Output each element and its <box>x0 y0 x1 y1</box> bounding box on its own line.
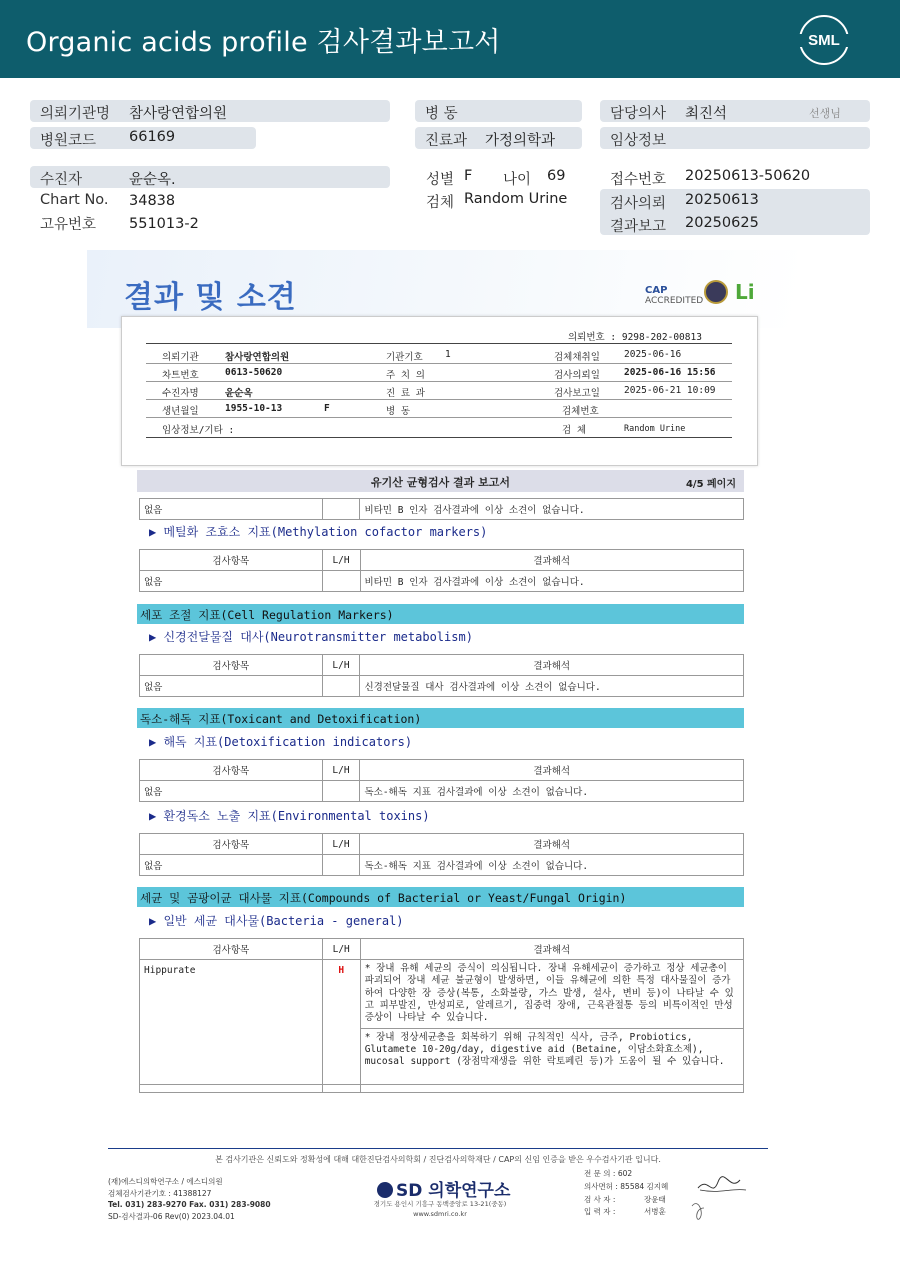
signer-value: 서병훈 <box>644 1207 666 1217</box>
col-header: 결과해석 <box>360 760 744 781</box>
table-row <box>140 781 744 802</box>
form-code: SD-검사결과-06 Rev(0) 2023.04.01 <box>108 1211 235 1221</box>
col-header: L/H <box>322 939 360 960</box>
examinee-row <box>30 166 390 188</box>
institution-value: 참사랑연합의원 <box>129 106 228 122</box>
card-label: 임상정보/기타 : <box>162 425 235 436</box>
signer-label: 입 력 자 : <box>584 1207 616 1217</box>
receipt-no-label: 접수번호 <box>610 172 667 188</box>
table-header <box>140 550 744 571</box>
card-label: 진 료 과 <box>386 388 425 399</box>
hospital-code-value: 66169 <box>129 129 176 145</box>
col-header: L/H <box>322 655 360 676</box>
result-cell: 비타민 B 인자 검사결과에 이상 소견이 없습니다. <box>360 571 744 592</box>
col-header: 결과해석 <box>360 939 743 960</box>
high-flag: H <box>322 960 360 1085</box>
carryover-table <box>139 498 744 520</box>
table-row <box>140 960 744 1029</box>
cell-regulation-section <box>137 604 744 624</box>
card-label: 수진자명 <box>162 388 199 399</box>
table-row <box>140 855 744 876</box>
lh-cell <box>322 676 360 697</box>
seal-icon <box>704 280 728 304</box>
item-cell: 없음 <box>140 499 323 520</box>
age-value: 69 <box>547 168 566 184</box>
card-value: 1955-10-13 <box>225 403 283 414</box>
chart-no-value: 34838 <box>129 193 176 209</box>
table-row <box>140 1084 744 1092</box>
col-header: 결과해석 <box>360 655 744 676</box>
table-header <box>140 655 744 676</box>
lab-name: (재)에스디의학연구소 / 에스디의원 <box>108 1177 223 1186</box>
result-cell: 비타민 B 인자 검사결과에 이상 소견이 없습니다. <box>360 499 744 520</box>
request-no: 의뢰번호 : 9298-202-00813 <box>568 332 702 343</box>
card-label: 의뢰기관 <box>162 352 199 363</box>
header-banner <box>0 0 900 78</box>
table-header <box>140 939 744 960</box>
card-label: 차트번호 <box>162 370 199 381</box>
request-card <box>121 316 758 466</box>
col-header: 결과해석 <box>360 834 744 855</box>
card-value: 윤순옥 <box>225 388 253 399</box>
card-label: 생년월일 <box>162 406 199 417</box>
environmental-title: ▶ 환경독소 노출 지표(Environmental toxins) <box>149 809 430 823</box>
specimen-value: Random Urine <box>464 191 568 207</box>
sd-address <box>340 1200 540 1220</box>
doctor-label: 담당의사 <box>610 106 667 122</box>
card-label: 기관기호 <box>386 352 423 363</box>
item-cell: 없음 <box>140 855 323 876</box>
clinical-info-label: 임상정보 <box>610 133 667 149</box>
signature-icon <box>690 1168 750 1232</box>
doctor-suffix: 선생님 <box>809 107 841 120</box>
section-title: 세균 및 곰팡이균 대사물 지표(Compounds of Bacterial or Yeast/Fungal Origin) <box>140 891 627 905</box>
result-cell: 신경전달물질 대사 검사결과에 이상 소견이 없습니다. <box>360 676 744 697</box>
col-header: 검사항목 <box>140 550 323 571</box>
result-cell: 독소-해독 지표 검사결과에 이상 소견이 없습니다. <box>360 855 744 876</box>
cap-label: CAP <box>645 285 668 296</box>
report-date-value: 20250625 <box>685 215 759 231</box>
lab-logo-icon: Li <box>735 280 755 304</box>
age-label: 나이 <box>503 172 532 188</box>
report-date-label: 결과보고 <box>610 219 667 235</box>
department-value: 가정의학과 <box>485 133 556 149</box>
col-header: 검사항목 <box>140 655 323 676</box>
card-label: 병 동 <box>386 406 411 417</box>
detox-title: ▶ 해독 지표(Detoxification indicators) <box>149 735 413 749</box>
footer-divider <box>108 1148 768 1149</box>
request-date-value: 20250613 <box>685 192 759 208</box>
methylation-table <box>139 549 744 592</box>
environmental-table <box>139 833 744 876</box>
item-cell: 없음 <box>140 676 323 697</box>
sml-logo-text: SML <box>808 32 840 49</box>
lab-code: 검체검사기관기호 : 41388127 <box>108 1188 212 1198</box>
request-date-label: 검사의뢰 <box>610 196 667 212</box>
footer-lab-info <box>108 1176 271 1223</box>
unique-no-value: 551013-2 <box>129 216 199 232</box>
lh-cell <box>322 499 360 520</box>
neurotransmitter-table <box>139 654 744 697</box>
doctor-value: 최진석 <box>685 106 728 122</box>
ward-label: 병 동 <box>425 106 458 122</box>
item-cell: 없음 <box>140 781 323 802</box>
lab-contact: Tel. 031) 283-9270 Fax. 031) 283-9080 <box>108 1200 271 1210</box>
card-value: Random Urine <box>624 424 686 434</box>
sd-logo-text: SD 의학연구소 <box>396 1181 511 1201</box>
examinee-value: 윤순옥. <box>129 172 176 188</box>
report-title-bar <box>137 470 744 492</box>
col-header: 결과해석 <box>360 550 744 571</box>
col-header: 검사항목 <box>140 939 323 960</box>
sd-logo <box>377 1176 510 1201</box>
table-row <box>140 676 744 697</box>
signer-label: 검 사 자 : <box>584 1194 616 1204</box>
card-value: 2025-06-16 15:56 <box>624 367 716 378</box>
website: www.sdmri.co.kr <box>413 1209 467 1218</box>
toxicant-section <box>137 708 744 728</box>
hospital-code-label: 병원코드 <box>40 133 97 149</box>
card-label: 검사의뢰일 <box>554 370 600 381</box>
bacteria-table <box>139 938 744 1093</box>
table-row <box>140 571 744 592</box>
card-value: 2025-06-16 <box>624 349 682 360</box>
col-header: 검사항목 <box>140 834 323 855</box>
card-value: 참사랑연합의원 <box>225 352 290 363</box>
page-number: 4/5 페이지 <box>685 479 736 490</box>
unique-no-label: 고유번호 <box>40 217 97 233</box>
sex-value: F <box>464 168 473 184</box>
report-title: 유기산 균형검사 결과 보고서 <box>371 476 510 489</box>
table-header <box>140 834 744 855</box>
report-heading: 결과 및 소견 <box>124 280 297 315</box>
section-title: 독소-해독 지표(Toxicant and Detoxification) <box>140 712 422 726</box>
empty-cell <box>322 1084 360 1092</box>
card-label: 검사보고일 <box>554 388 600 399</box>
signer-label: 의사면허 : <box>584 1181 618 1191</box>
cap-sub: ACCREDITED <box>645 296 704 306</box>
neurotransmitter-title: ▶ 신경전달물질 대사(Neurotransmitter metabolism) <box>149 630 473 644</box>
card-label: 검 체 <box>562 425 587 436</box>
card-label: 검체번호 <box>562 406 599 417</box>
report-scan <box>87 250 797 1095</box>
card-value: 2025-06-21 10:09 <box>624 385 716 396</box>
bacterial-section <box>137 887 744 907</box>
col-header: 검사항목 <box>140 760 323 781</box>
col-header: L/H <box>322 834 360 855</box>
card-label: 검체채취일 <box>554 352 600 363</box>
address-line: 경기도 용인시 기흥구 동백중앙로 13-21(중동) <box>373 1200 507 1208</box>
result-cell: * 장내 유해 세균의 증식이 의심됩니다. 장내 유해세균이 증가하고 정상 세균총이 파괴되어 장내 세균 불균형이 발생하면, 이들 유해균에 의한 특정 대사물질이 증가하여 다양한 장 증상(복통, 소화불량, 가스 발생, 설사, 변비 등)이 나타날 수 있고 피부발진, 만성피로, 알레르기, 집중력 장애, 근육관절통 등의 비특이적인 만성증상이 나타날 수 있습니다. <box>360 960 743 1029</box>
methylation-title: ▶ 메틸화 조효소 지표(Methylation cofactor markers) <box>149 525 488 539</box>
sml-logo-icon <box>798 14 850 66</box>
table-header <box>140 760 744 781</box>
card-value: F <box>324 403 330 414</box>
examinee-label: 수진자 <box>40 172 83 188</box>
cap-badge <box>645 285 703 306</box>
item-cell: Hippurate <box>140 960 323 1085</box>
lh-cell <box>322 855 360 876</box>
footer-signers <box>584 1168 668 1219</box>
result-cell: 독소-해독 지표 검사결과에 이상 소견이 없습니다. <box>360 781 744 802</box>
specimen-label: 검체 <box>426 195 455 211</box>
card-value: 0613-50620 <box>225 367 283 378</box>
signer-value: 85584 김지혜 <box>620 1181 669 1191</box>
department-label: 진료과 <box>425 133 468 149</box>
col-header: L/H <box>322 760 360 781</box>
section-title: 세포 조절 지표(Cell Regulation Markers) <box>140 608 394 622</box>
sex-label: 성별 <box>426 172 455 188</box>
empty-cell <box>360 1084 743 1092</box>
footer-note: 본 검사기관은 신뢰도와 정확성에 대해 대한진단검사의학회 / 진단검사의학재단 / CAP의 신임 인증을 받은 우수검사기관 입니다. <box>215 1155 661 1164</box>
institution-label: 의뢰기관명 <box>40 106 111 122</box>
signer-value: 602 <box>617 1169 633 1178</box>
bacteria-general-title: ▶ 일반 세균 대사물(Bacteria - general) <box>149 914 404 928</box>
item-cell: 없음 <box>140 571 323 592</box>
page-title: Organic acids profile 검사결과보고서 <box>26 27 501 58</box>
card-value: 1 <box>445 349 451 360</box>
lh-cell <box>322 571 360 592</box>
chart-no-label: Chart No. <box>40 192 109 208</box>
receipt-no-value: 20250613-50620 <box>685 168 811 184</box>
card-label: 주 치 의 <box>386 370 425 381</box>
result-cell: * 장내 정상세균총을 회복하기 위해 규칙적인 식사, 금주, Probiotics, Glutamete 10-20g/day, digestive aid (Betaine, 이담소화효소제), mucosal support (장점막재생을 위한 락토페린 등)가 도움이 될 수 있습니다. <box>360 1028 743 1084</box>
signer-value: 장윤태 <box>644 1194 666 1204</box>
sd-logo-icon <box>377 1182 393 1198</box>
table-row <box>140 499 744 520</box>
detox-table <box>139 759 744 802</box>
lh-cell <box>322 781 360 802</box>
signer-label: 전 문 의 : <box>584 1169 616 1178</box>
empty-cell <box>140 1084 323 1092</box>
col-header: L/H <box>322 550 360 571</box>
